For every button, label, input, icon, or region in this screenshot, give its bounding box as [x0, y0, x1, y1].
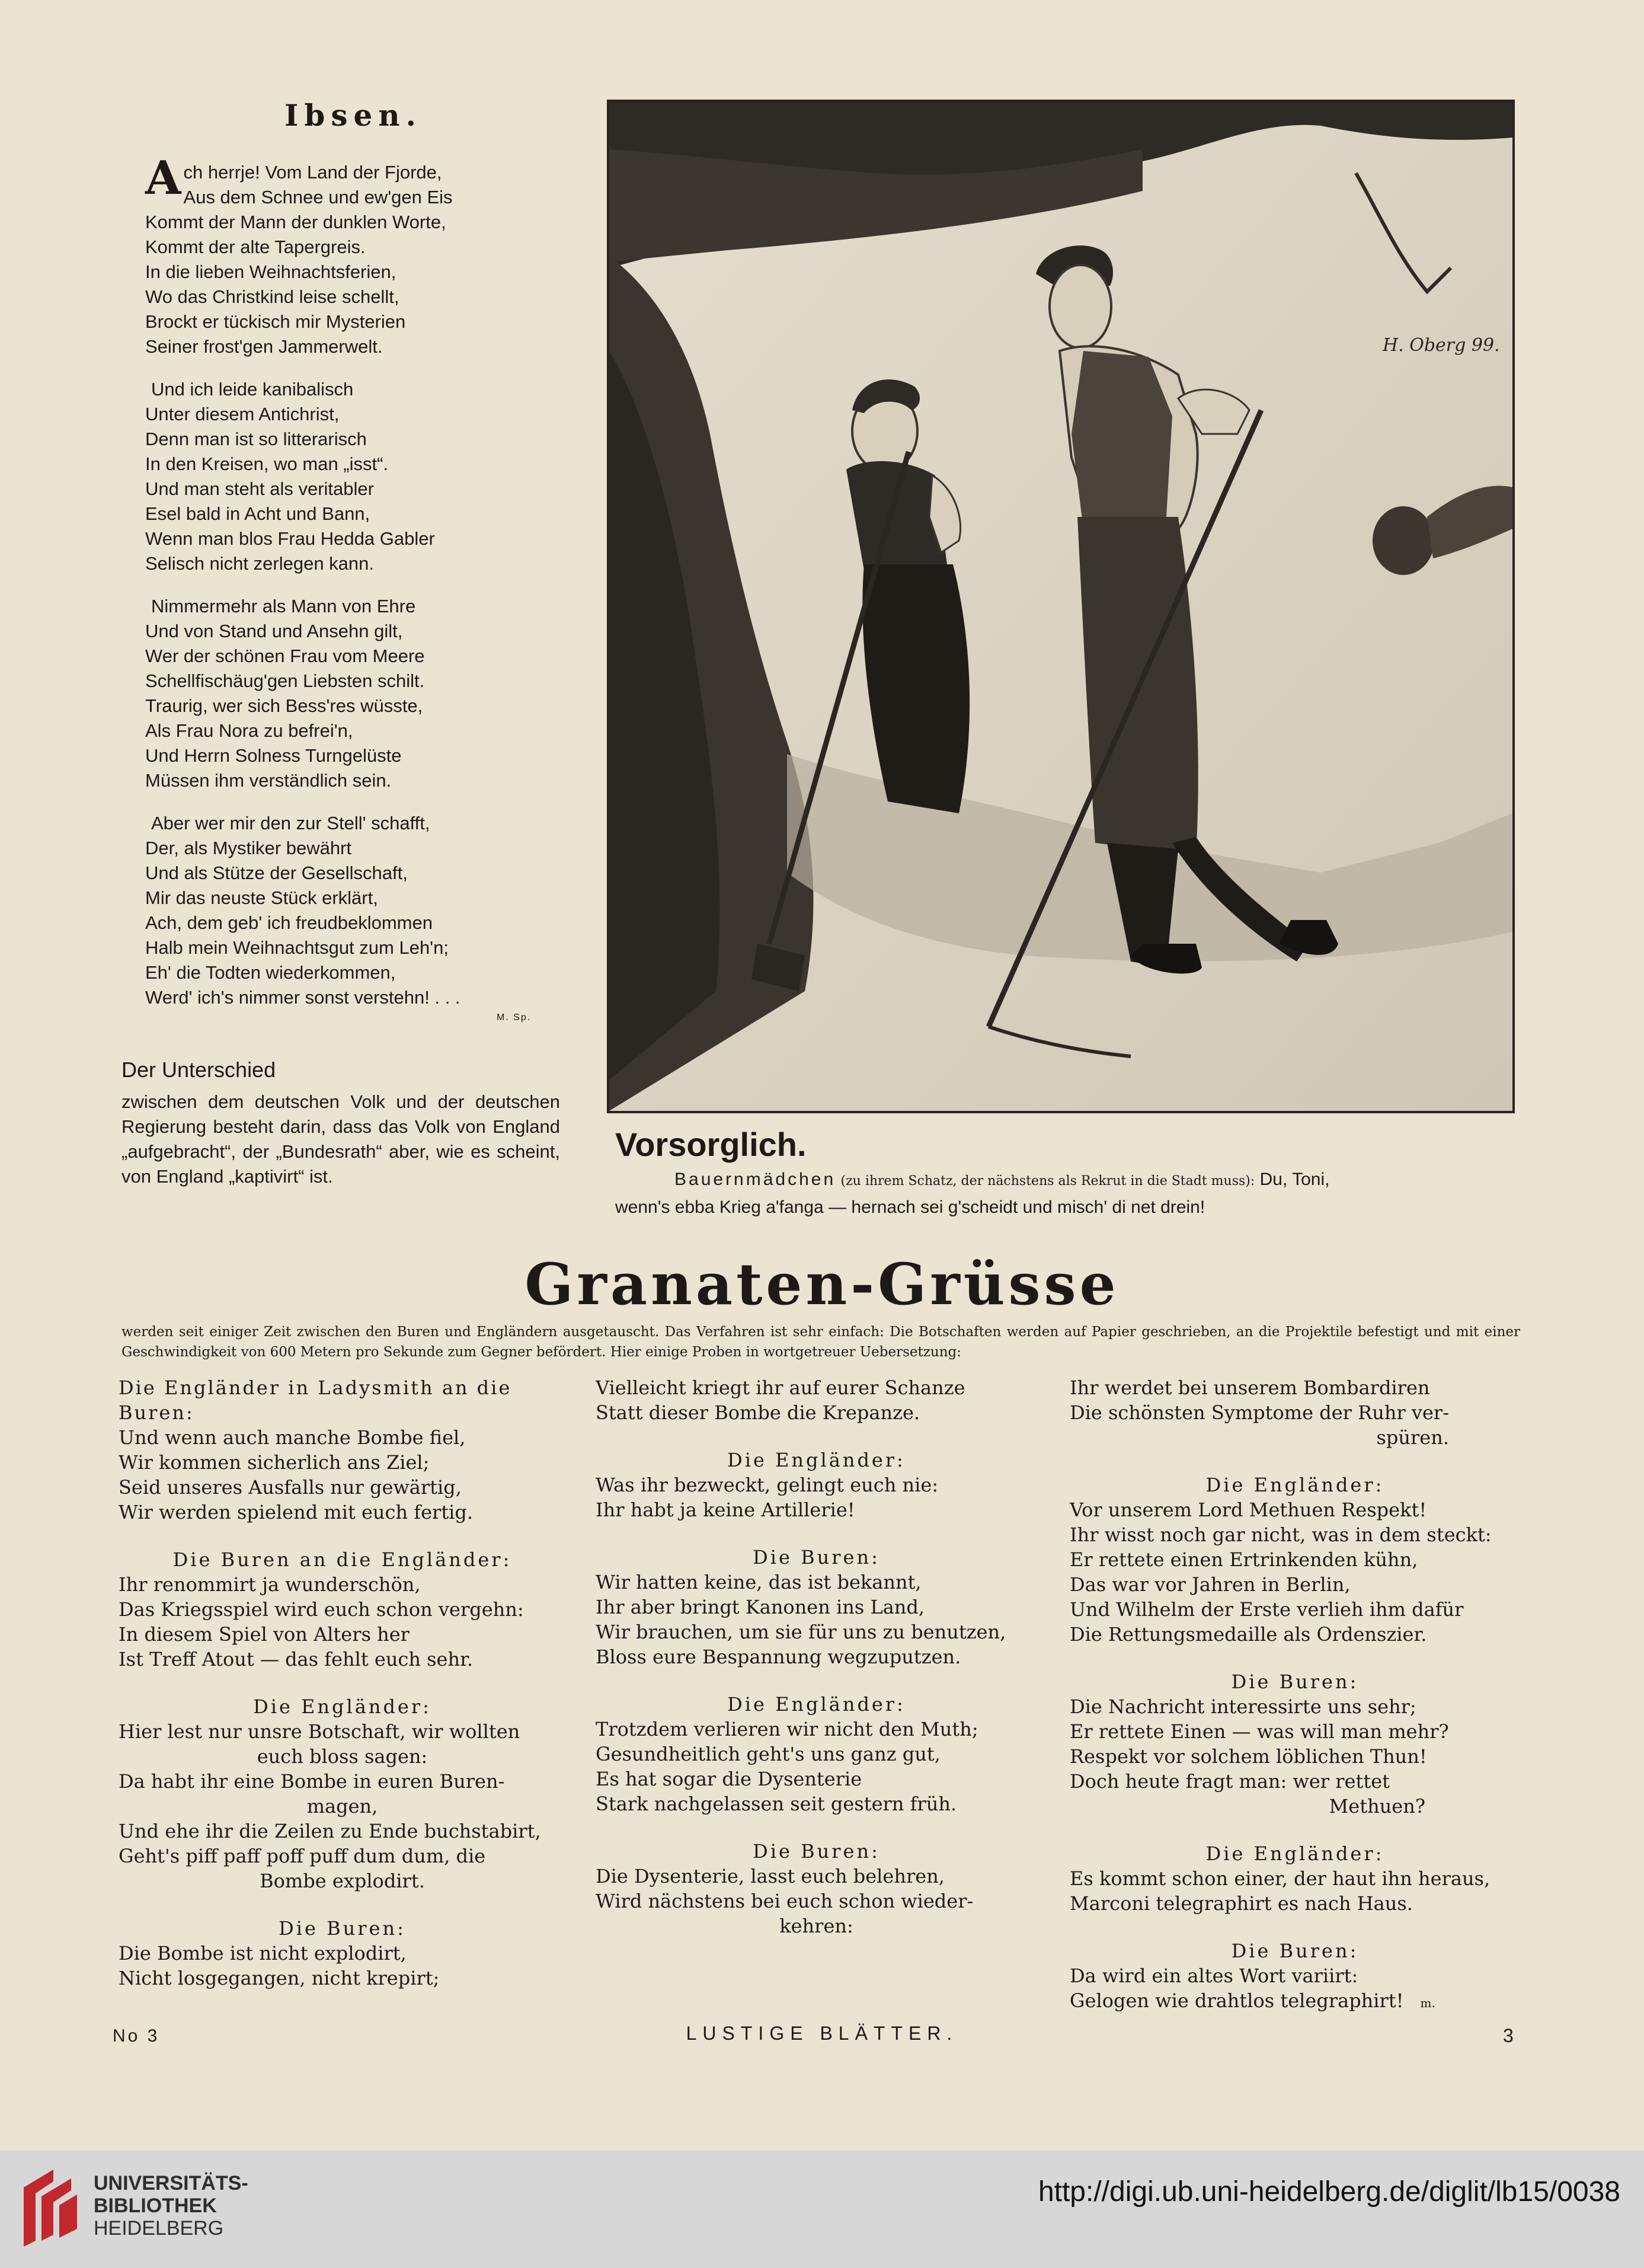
poem-line: Nimmermehr als Mann von Ehre [151, 596, 416, 616]
illustration-signature: H. Oberg 99. [1383, 335, 1500, 356]
poem-line: Wer der schönen Frau vom Meere [145, 646, 425, 666]
verse-heading: Die Buren: [279, 1917, 406, 1940]
verse-block [1070, 1375, 1520, 1450]
poem-line: Kommt der alte Tapergreis. [145, 237, 366, 257]
verse-line-text: Gelogen wie drahtlos telegraphirt! [1070, 1989, 1404, 2012]
verse-line: Trotzdem verlieren wir nicht den Muth; [596, 1718, 978, 1740]
unterschied-body: zwischen dem deutschen Volk und der deutschen Regierung besteht darin, dass das Volk von England „aufgebracht“, der „Bundesrath“ aber, wie es scheint, von England „kaptivirt“ ist. [121, 1091, 560, 1187]
verse-line: Ihr werdet bei unserem Bombardiren [1070, 1376, 1430, 1399]
verse-heading: Die Engländer: [1205, 1474, 1384, 1496]
column-3 [1070, 1375, 1520, 2038]
verse-heading: Die Engländer: [1205, 1842, 1384, 1865]
verse-heading: Die Engländer: [727, 1449, 906, 1471]
verse-line: Ihr aber bringt Kanonen ins Land, [596, 1596, 925, 1618]
poem-line: Schellfischäug'gen Liebsten schilt. [145, 670, 425, 691]
poem-line: Seiner frost'gen Jammerwelt. [145, 336, 383, 357]
poem-line: Esel bald in Acht und Bann, [145, 503, 370, 524]
verse-line: Und Wilhelm der Erste verlieh ihm dafür [1070, 1598, 1464, 1621]
verse-line: Methuen? [1329, 1795, 1425, 1817]
poem-line: Kommt der Mann der dunklen Worte, [145, 212, 446, 232]
issue-number: No 3 [113, 2026, 160, 2046]
verse-line: kehren: [779, 1915, 853, 1937]
verse-line: Die schönsten Symptome der Ruhr ver- [1070, 1401, 1450, 1424]
verse-line: Wir kommen sicherlich ans Ziel; [119, 1451, 430, 1474]
library-name-line2: BIBLIOTHEK [94, 2194, 217, 2217]
verse-block [1070, 1841, 1520, 1916]
poem-line: Und ich leide kanibalisch [151, 379, 354, 400]
poem-line: Und man steht als veritabler [145, 478, 374, 499]
illustration-drawing [609, 102, 1512, 1111]
verse-line: Wird nächstens bei euch schon wieder- [596, 1890, 974, 1912]
verse-line: Gesundheitlich geht's uns ganz gut, [596, 1743, 941, 1765]
poem-line: Und von Stand und Ansehn gilt, [145, 621, 403, 641]
verse-line: magen, [306, 1795, 378, 1817]
caption-line-a: Du, Toni, [1259, 1170, 1330, 1189]
caption-title: Vorsorglich. [615, 1126, 807, 1163]
verse-block [119, 1375, 566, 1525]
verse-block [119, 1916, 566, 1991]
poem-line: Der, als Mystiker bewährt [145, 838, 351, 858]
poem-line: Traurig, wer sich Bess'res wüsste, [145, 695, 423, 716]
verse-line: Seid unseres Ausfalls nur gewärtig, [119, 1476, 462, 1499]
verse-block [596, 1692, 1037, 1816]
verse-line: Die Bombe ist nicht explodirt, [119, 1942, 407, 1964]
poem-line: Aber wer mir den zur Stell' schafft, [151, 813, 430, 833]
caption-body [615, 1167, 1515, 1221]
verse-line: Vor unserem Lord Methuen Respekt! [1070, 1499, 1427, 1521]
verse-block [596, 1839, 1037, 1938]
poem-line: Brockt er tückisch mir Mysterien [145, 311, 406, 332]
verse-line [1070, 1988, 1520, 2015]
verse-line: Es hat sogar die Dysenterie [596, 1768, 862, 1790]
poem-stanza [145, 811, 560, 1010]
university-logo-icon[interactable] [18, 2164, 83, 2253]
verse-line: Die Dysenterie, lasst euch belehren, [596, 1865, 945, 1887]
verse-line: Die Nachricht interessirte uns sehr; [1070, 1695, 1416, 1718]
poem-stanza [145, 594, 560, 793]
verse-line: Respekt vor solchem löblichen Thun! [1070, 1745, 1427, 1768]
library-name-line3: HEIDELBERG [94, 2217, 224, 2240]
verse-block [596, 1448, 1037, 1522]
verse-line: Es kommt schon einer, der haut ihn heraus, [1070, 1867, 1491, 1890]
caption-line-b: wenn's ebba Krieg a'fanga — hernach sei g'scheidt und misch' di net drein! [615, 1197, 1205, 1217]
verse-line: Da habt ihr eine Bombe in euren Buren- [119, 1770, 505, 1793]
verse-line: euch bloss sagen: [257, 1745, 428, 1768]
column-2 [596, 1375, 1037, 1961]
verse-heading: Die Buren: [1231, 1670, 1359, 1693]
verse-block [1070, 1669, 1520, 1819]
article-intro: werden seit einiger Zeit zwischen den Buren und Engländern ausgetauscht. Das Verfahren ist sehr einfach: Die Botschaften werden auf Papier geschrieben, an die Projektile befestigt und mit einer Geschwindigkeit von 600 Metern pro Sekunde zum Gegner befördert. Hier einige Proben in wortgetreuer Uebersetzung: [121, 1324, 1520, 1360]
verse-line: Vielleicht kriegt ihr auf eurer Schanze [596, 1376, 965, 1399]
verse-block [1070, 1938, 1520, 2015]
verse-line: Statt dieser Bombe die Krepanze. [596, 1401, 920, 1424]
verse-line: spüren. [1376, 1426, 1449, 1449]
verse-line: Wir hatten keine, das ist bekannt, [596, 1571, 922, 1593]
verse-heading: Die Buren: [753, 1840, 880, 1863]
end-mark: m. [1420, 1996, 1435, 2010]
source-url-link[interactable]: http://digi.ub.uni-heidelberg.de/diglit/lb15/0038 [1038, 2176, 1620, 2208]
verse-block [596, 1545, 1037, 1669]
poem-line: Werd' ich's nimmer sonst verstehn! . . . [145, 987, 460, 1008]
verse-block [119, 1547, 566, 1672]
unterschied-heading: Der Unterschied [121, 1058, 276, 1082]
verse-heading: Die Engländer: [253, 1695, 431, 1718]
verse-line: Er rettete einen Ertrinkenden kühn, [1070, 1548, 1418, 1571]
poem-line: In die lieben Weihnachtsferien, [145, 261, 396, 282]
verse-line: Und ehe ihr die Zeilen zu Ende buchstabirt, [119, 1820, 541, 1842]
verse-line: Bloss eure Bespannung wegzuputzen. [596, 1646, 961, 1668]
poem-line: Ach, dem geb' ich freudbeklommen [145, 912, 433, 933]
verse-line: Er rettete Einen — was will man mehr? [1070, 1720, 1449, 1743]
verse-line: Doch heute fragt man: wer rettet [1070, 1770, 1390, 1793]
poem-line: Mir das neuste Stück erklärt, [145, 887, 378, 908]
verse-line: Hier lest nur unsre Botschaft, wir wollten [119, 1720, 520, 1743]
verse-line: Die Rettungsmedaille als Ordenszier. [1070, 1623, 1427, 1646]
verse-heading: Die Buren: [1231, 1940, 1359, 1962]
poem-stanza [145, 377, 560, 576]
verse-line: Stark nachgelassen seit gestern früh. [596, 1793, 957, 1815]
poem-line: Wo das Christkind leise schellt, [145, 286, 399, 307]
poem-line: In den Kreisen, wo man „isst“. [145, 453, 389, 474]
verse-line: Nicht losgegangen, nicht krepirt; [119, 1967, 440, 1989]
poem-line: Als Frau Nora zu befrei'n, [145, 720, 353, 741]
poem-line: Unter diesem Antichrist, [145, 404, 340, 424]
university-library-name[interactable] [94, 2172, 248, 2240]
verse-heading: Die Buren: [753, 1546, 880, 1569]
verse-line: In diesem Spiel von Alters her [119, 1623, 410, 1646]
verse-line: Geht's piff paff poff puff dum dum, die [119, 1845, 486, 1867]
verse-line: Da wird ein altes Wort variirt: [1070, 1964, 1358, 1987]
magazine-name: LUSTIGE BLÄTTER. [686, 2023, 958, 2044]
poem-line: Halb mein Weihnachtsgut zum Leh'n; [145, 937, 449, 958]
verse-heading: Die Buren an die Engländer: [172, 1548, 512, 1571]
illustration-farm-couple [607, 100, 1515, 1113]
verse-line: Und wenn auch manche Bombe fiel, [119, 1426, 466, 1449]
verse-line: Ist Treff Atout — das fehlt euch sehr. [119, 1648, 474, 1670]
page-number: 3 [1503, 2025, 1514, 2046]
poem-line: Und Herrn Solness Turngelüste [145, 745, 402, 766]
column-1 [119, 1375, 566, 2013]
poem-signature: M. Sp. [497, 1012, 532, 1023]
library-name-line1: UNIVERSITÄTS- [94, 2172, 248, 2194]
poem-line: Und als Stütze der Gesellschaft, [145, 863, 408, 883]
verse-line: Wir brauchen, um sie für uns zu benutzen, [596, 1621, 1006, 1643]
poem-line: Selisch nicht zerlegen kann. [145, 553, 375, 574]
poem-line: Wenn man blos Frau Hedda Gabler [145, 528, 435, 549]
article-title: Granaten-Grüsse [524, 1251, 1120, 1318]
caption-speaker: Bauernmädchen [674, 1170, 836, 1189]
poem-line: Eh' die Todten wiederkommen, [145, 962, 396, 983]
caption-note: (zu ihrem Schatz, der nächstens als Rekrut in die Stadt muss): [840, 1174, 1255, 1189]
poem-line: ch herrje! Vom Land der Fjorde, [183, 162, 442, 183]
poem-initial: A [145, 151, 181, 205]
verse-line: Ihr renommirt ja wunderschön, [119, 1573, 421, 1596]
verse-heading: Die Engländer: [727, 1693, 906, 1716]
verse-line: Marconi telegraphirt es nach Haus. [1070, 1892, 1413, 1915]
verse-line: Wir werden spielend mit euch fertig. [119, 1501, 474, 1523]
verse-block [596, 1375, 1037, 1425]
poem-line: Denn man ist so litterarisch [145, 429, 367, 449]
verse-line: Ihr habt ja keine Artillerie! [596, 1499, 855, 1521]
poem-line: Müssen ihm verständlich sein. [145, 770, 392, 791]
poem-stanza [145, 151, 560, 359]
verse-line: Ihr wisst noch gar nicht, was in dem steckt: [1070, 1523, 1492, 1546]
verse-line: Bombe explodirt. [260, 1870, 425, 1892]
verse-heading: Die Engländer in Ladysmith an die Buren: [119, 1376, 512, 1424]
verse-block [119, 1694, 566, 1893]
verse-line: Was ihr bezweckt, gelingt euch nie: [596, 1474, 939, 1496]
poem-ibsen [145, 151, 560, 1028]
verse-line: Das war vor Jahren in Berlin, [1070, 1573, 1351, 1596]
verse-line: Das Kriegsspiel wird euch schon vergehn: [119, 1598, 524, 1621]
poem-line: Aus dem Schnee und ew'gen Eis [183, 187, 453, 207]
poem-title: Ibsen. [284, 98, 423, 133]
verse-block [1070, 1472, 1520, 1647]
